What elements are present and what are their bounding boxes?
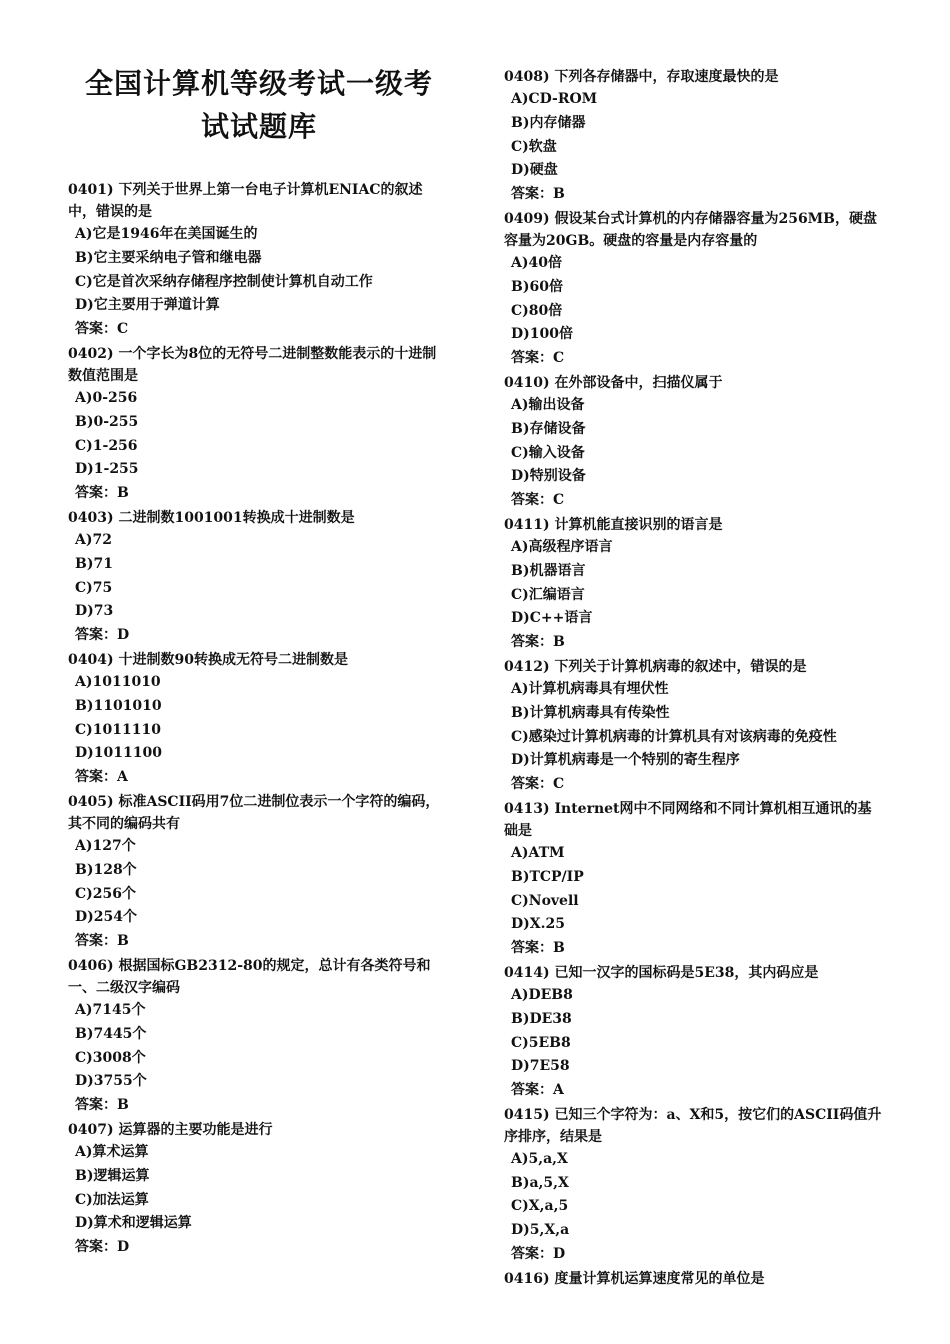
question-text: 0409) 假设某台式计算机的内存储器容量为256MB，硬盘容量为20GB。硬盘的容量是内存容量的 — [504, 210, 878, 249]
answer-option: C)输入设备 — [511, 444, 585, 461]
question-text: 0416) 度量计算机运算速度常见的单位是 — [504, 1270, 765, 1287]
answer-option: D)254个 — [75, 909, 137, 926]
answer-option: D)X.25 — [511, 916, 565, 933]
page-title — [68, 62, 450, 148]
answer-option: C)X,a,5 — [511, 1198, 569, 1215]
title-line-2: 试试题库 — [200, 110, 317, 143]
answer-key: 答案：D — [75, 1239, 130, 1256]
answer-option: D)73 — [75, 603, 114, 620]
answer-option: C)软盘 — [511, 138, 557, 155]
question-list-left — [68, 178, 450, 1260]
answer-key: 答案：B — [511, 186, 565, 203]
answer-option: C)3008个 — [75, 1049, 146, 1066]
answer-option: B)a,5,X — [511, 1174, 569, 1191]
question-block — [68, 790, 450, 954]
question-block — [68, 178, 450, 342]
answer-option: C)它是首次采纳存储程序控制使计算机自动工作 — [75, 273, 373, 290]
answer-option: C)5EB8 — [511, 1034, 571, 1051]
answer-key: 答案：C — [75, 321, 129, 338]
answer-key: 答案：A — [75, 769, 128, 786]
answer-option: D)100倍 — [511, 326, 573, 343]
answer-option: A)1011010 — [75, 673, 161, 690]
answer-option: C)75 — [75, 579, 113, 596]
question-block — [68, 1118, 450, 1260]
answer-option: C)加法运算 — [75, 1191, 149, 1208]
answer-option: B)计算机病毒具有传染性 — [511, 704, 670, 721]
question-block — [68, 954, 450, 1118]
answer-option: B)内存储器 — [511, 114, 586, 131]
answer-option: B)60倍 — [511, 278, 563, 295]
question-text: 0410) 在外部设备中，扫描仪属于 — [504, 374, 723, 391]
answer-key: 答案：A — [511, 1082, 564, 1099]
answer-option: A)DEB8 — [511, 986, 573, 1003]
answer-option: B)存储设备 — [511, 420, 586, 437]
question-text: 0407) 运算器的主要功能是进行 — [68, 1121, 273, 1138]
answer-option: A)CD-ROM — [511, 91, 598, 107]
question-block — [504, 513, 884, 655]
question-block — [504, 961, 884, 1103]
answer-option: A)它是1946年在美国诞生的 — [75, 226, 258, 242]
answer-option: D)C++语言 — [511, 610, 593, 627]
answer-key: 答案：B — [75, 485, 129, 502]
answer-option: A)127个 — [75, 837, 136, 854]
question-block — [504, 207, 884, 371]
question-block — [504, 1103, 884, 1267]
answer-option: C)80倍 — [511, 302, 563, 319]
question-text: 0412) 下列关于计算机病毒的叙述中，错误的是 — [504, 658, 807, 675]
answer-key: 答案：B — [511, 940, 565, 957]
question-list-right — [504, 65, 884, 1290]
question-block — [504, 655, 884, 797]
answer-option: B)逻辑运算 — [75, 1167, 150, 1184]
answer-option: B)它主要采纳电子管和继电器 — [75, 249, 262, 266]
question-text: 0406) 根据国标GB2312-80的规定，总计有各类符号和一、二级汉字编码 — [68, 957, 431, 996]
answer-option: D)算术和逻辑运算 — [75, 1215, 192, 1232]
answer-option: C)1-256 — [75, 437, 138, 454]
answer-option: B)71 — [75, 555, 113, 572]
question-text: 0413) Internet网中不同网络和不同计算机相互通讯的基础是 — [504, 800, 872, 839]
answer-option: A)ATM — [511, 844, 565, 861]
answer-key: 答案：B — [75, 1097, 129, 1114]
answer-option: D)7E58 — [511, 1058, 570, 1075]
question-text: 0414) 已知一汉字的国标码是5E38，其内码应是 — [504, 964, 819, 981]
title-line-1: 全国计算机等级考试一级考 — [84, 67, 433, 100]
question-text: 0401) 下列关于世界上第一台电子计算机ENIAC的叙述中，错误的是 — [68, 182, 423, 220]
question-text: 0411) 计算机能直接识别的语言是 — [504, 516, 723, 533]
answer-key: 答案：C — [511, 776, 565, 793]
answer-option: D)3755个 — [75, 1073, 147, 1090]
answer-option: C)感染过计算机病毒的计算机具有对该病毒的免疫性 — [511, 728, 837, 745]
question-text: 0403) 二进制数1001001转换成十进制数是 — [68, 509, 355, 526]
answer-option: A)算术运算 — [75, 1143, 149, 1160]
answer-option: B)机器语言 — [511, 562, 586, 579]
question-text: 0408) 下列各存储器中，存取速度最快的是 — [504, 69, 779, 85]
answer-option: D)特别设备 — [511, 468, 586, 485]
question-text: 0402) 一个字长为8位的无符号二进制整数能表示的十进制数值范围是 — [68, 345, 437, 384]
answer-key: 答案：C — [511, 350, 565, 367]
answer-key: 答案：C — [511, 492, 565, 509]
answer-option: A)高级程序语言 — [511, 538, 613, 555]
answer-option: B)1101010 — [75, 697, 162, 714]
question-text: 0405) 标准ASCII码用7位二进制位表示一个字符的编码，其不同的编码共有 — [68, 793, 440, 832]
question-text: 0415) 已知三个字符为：a、X和5，按它们的ASCII码值升序排序，结果是 — [504, 1106, 882, 1145]
answer-option: A)0-256 — [75, 389, 138, 406]
answer-option: A)计算机病毒具有埋伏性 — [511, 680, 669, 697]
answer-option: B)DE38 — [511, 1010, 572, 1027]
question-block — [504, 65, 884, 207]
answer-key: 答案：D — [75, 627, 130, 644]
answer-option: D)1-255 — [75, 461, 139, 478]
answer-option: B)0-255 — [75, 413, 139, 430]
question-block — [68, 342, 450, 506]
answer-option: C)1011110 — [75, 721, 161, 738]
question-text: 0404) 十进制数90转换成无符号二进制数是 — [68, 651, 348, 668]
left-column — [68, 0, 450, 1260]
question-block — [504, 1267, 884, 1290]
question-block — [68, 648, 450, 790]
answer-option: C)256个 — [75, 885, 136, 902]
question-block — [68, 506, 450, 648]
answer-option: D)计算机病毒是一个特别的寄生程序 — [511, 752, 740, 769]
answer-option: C)Novell — [511, 892, 579, 909]
answer-option: A)7145个 — [75, 1001, 146, 1018]
question-block — [504, 371, 884, 513]
answer-key: 答案：B — [511, 634, 565, 651]
answer-option: D)硬盘 — [511, 162, 558, 179]
answer-option: A)72 — [75, 531, 112, 548]
answer-option: D)1011100 — [75, 745, 162, 762]
answer-option: A)输出设备 — [511, 396, 585, 413]
answer-option: B)7445个 — [75, 1025, 147, 1042]
answer-option: A)40倍 — [511, 254, 562, 271]
answer-option: D)5,X,a — [511, 1222, 570, 1239]
question-block — [504, 797, 884, 961]
answer-option: A)5,a,X — [511, 1150, 568, 1167]
answer-key: 答案：B — [75, 933, 129, 950]
right-column — [504, 65, 884, 1290]
answer-key: 答案：D — [511, 1246, 566, 1263]
answer-option: B)128个 — [75, 861, 137, 878]
answer-option: C)汇编语言 — [511, 586, 585, 603]
answer-option: B)TCP/IP — [511, 868, 584, 885]
answer-option: D)它主要用于弹道计算 — [75, 297, 220, 314]
